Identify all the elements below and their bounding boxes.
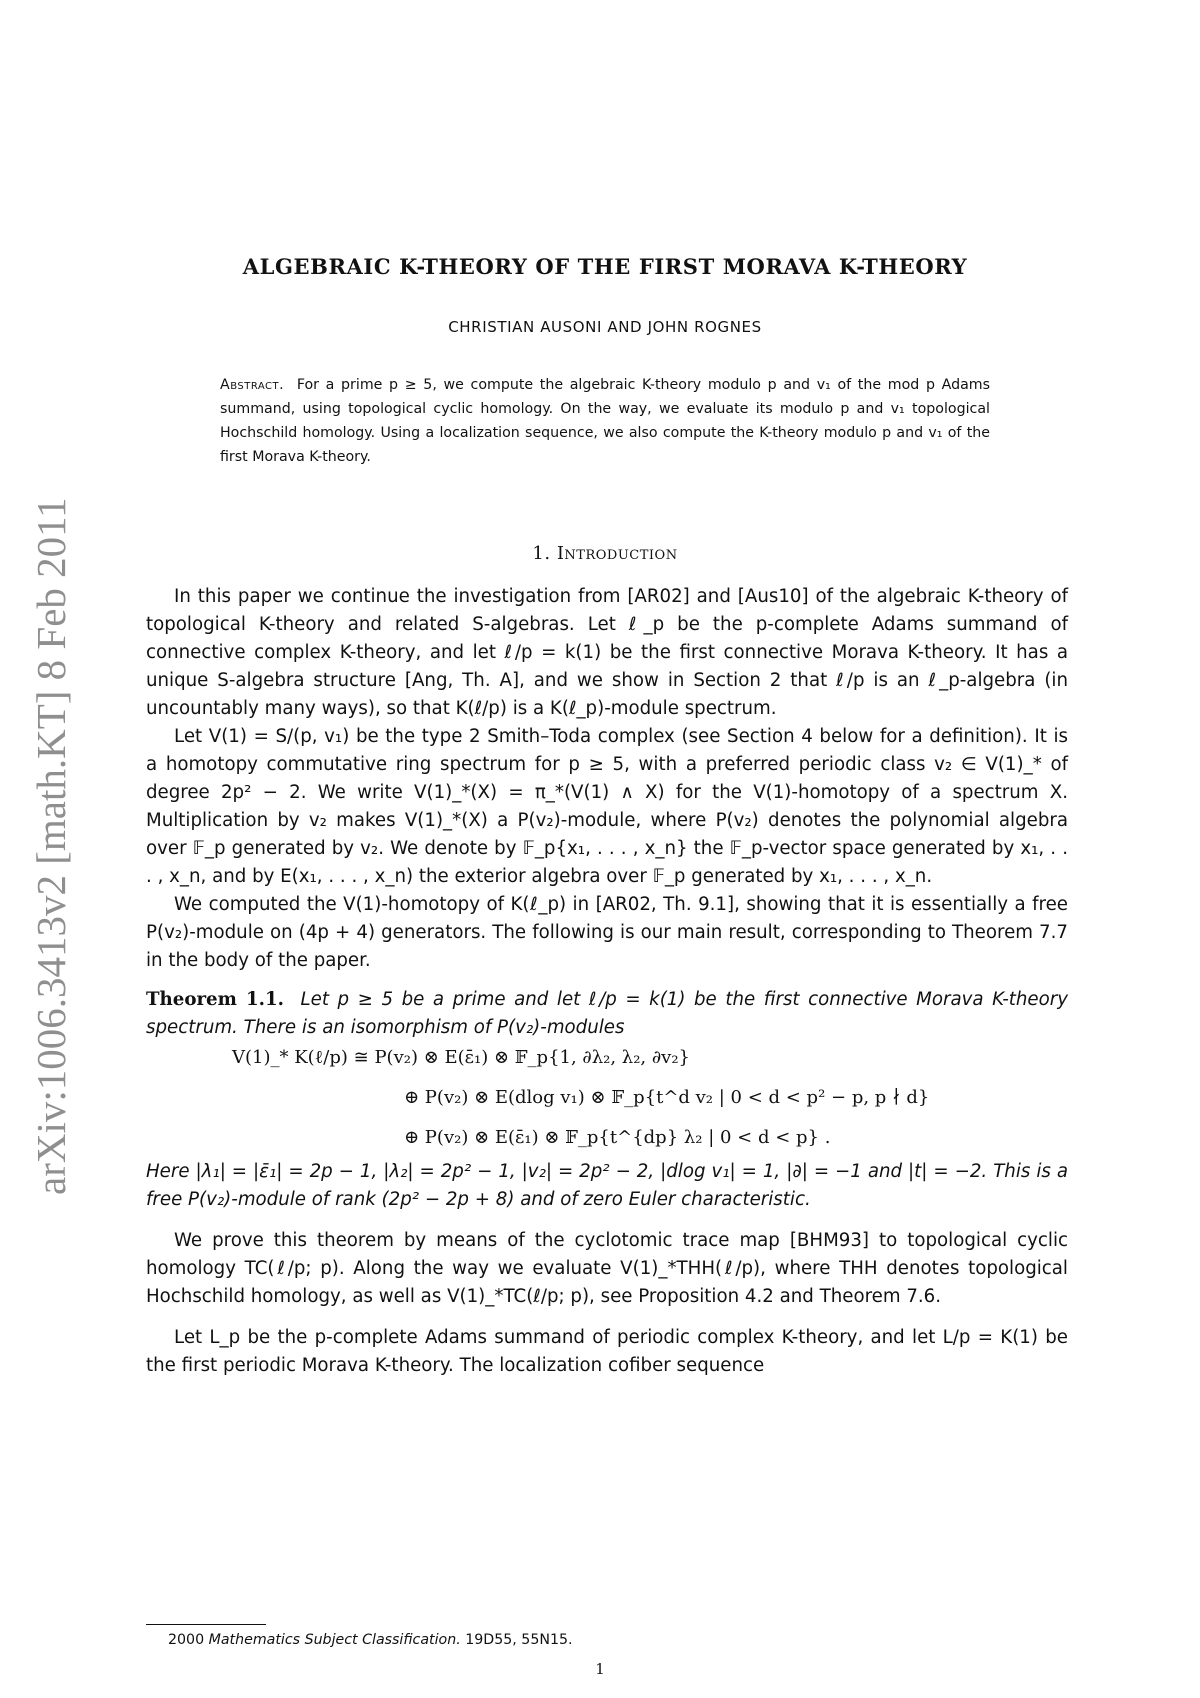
theorem-display-equation bbox=[146, 1042, 1068, 1158]
theorem-label: Theorem 1.1. bbox=[146, 989, 284, 1010]
equation-line-2: ⊕ P(v₂) ⊗ E(dlog v₁) ⊗ 𝔽_p{t^d v₂ | 0 < d < p² − p, p ∤ d} bbox=[404, 1087, 930, 1108]
section-number: 1. bbox=[532, 543, 551, 564]
abstract-label: Abstract. bbox=[220, 377, 285, 393]
paragraph-4: We prove this theorem by means of the cyclotomic trace map [BHM93] to topological cyclic homology TC(ℓ/p; p). Along the way we evaluate V(1)_*THH(ℓ/p), where THH denotes topological Hochschild homology, as well as V(1)_*TC(ℓ/p; p), see Proposition 4.2 and Theorem 7.6. bbox=[146, 1230, 1068, 1307]
section-title: Introduction bbox=[556, 543, 678, 564]
paragraph-1: In this paper we continue the investigation from [AR02] and [Aus10] of the algebraic K-theory of topological K-theory and related S-algebras. Let ℓ_p be the p-complete Adams summand of connective complex K-theory, and let ℓ/p = k(1) be the first connective Morava K-theory. It has a unique S-algebra structure [Ang, Th. A], and we show in Section 2 that ℓ/p is an ℓ_p-algebra (in uncountably many ways), so that K(ℓ/p) is a K(ℓ_p)-module spectrum. bbox=[146, 586, 1068, 719]
equation-line-1: V(1)_* K(ℓ/p) ≅ P(v₂) ⊗ E(ε̄₁) ⊗ 𝔽_p{1, ∂λ₂, λ₂, ∂v₂} bbox=[232, 1047, 690, 1068]
paragraph-5: Let L_p be the p-complete Adams summand of periodic complex K-theory, and let L/p = K(1) be the first periodic Morava K-theory. The localization cofiber sequence bbox=[146, 1327, 1068, 1376]
abstract-text: For a prime p ≥ 5, we compute the algebraic K-theory modulo p and v₁ of the mod p Adams summand, using topological cyclic homology. On the way, we evaluate its modulo p and v₁ topological Hochschild homology. Using a localization sequence, we also compute the K-theory modulo p and v₁ of the first Morava K-theory. bbox=[220, 377, 990, 465]
arxiv-margin-stamp: arXiv:1006.3413v2 [math.KT] 8 Feb 2011 bbox=[28, 497, 74, 1195]
footnote-label: Mathematics Subject Classification. bbox=[208, 1632, 461, 1648]
section-heading bbox=[190, 543, 1020, 564]
theorem-tail: Here |λ₁| = |ε̄₁| = 2p − 1, |λ₂| = 2p² − 1, |v₂| = 2p² − 2, |dlog v₁| = 1, |∂| = −1 and |t| = −2. This is a free P(v₂)-module of rank (2p² − 2p + 8) and of zero Euler characteristic. bbox=[146, 1161, 1068, 1210]
abstract bbox=[220, 373, 990, 469]
footnote-codes: 19D55, 55N15. bbox=[465, 1632, 573, 1648]
page-number: 1 bbox=[595, 1660, 605, 1678]
theorem-1-1 bbox=[146, 986, 1068, 1214]
paper-title: ALGEBRAIC K-THEORY OF THE FIRST MORAVA K-THEORY bbox=[242, 254, 968, 279]
body-text bbox=[146, 583, 1068, 1380]
footnote-year: 2000 bbox=[168, 1632, 205, 1648]
footnote bbox=[168, 1632, 573, 1648]
paragraph-2: Let V(1) = S/(p, v₁) be the type 2 Smith–Toda complex (see Section 4 below for a definition). It is a homotopy commutative ring spectrum for p ≥ 5, with a preferred periodic class v₂ ∈ V(1)_* of degree 2p² − 2. We write V(1)_*(X) = π_*(V(1) ∧ X) for the V(1)-homotopy of a spectrum X. Multiplication by v₂ makes V(1)_*(X) a P(v₂)-module, where P(v₂) denotes the polynomial algebra over 𝔽_p generated by v₂. We denote by 𝔽_p{x₁, . . . , x_n} the 𝔽_p-vector space generated by x₁, . . . , x_n, and by E(x₁, . . . , x_n) the exterior algebra over 𝔽_p generated by x₁, . . . , x_n. bbox=[146, 726, 1068, 887]
paragraph-3: We computed the V(1)-homotopy of K(ℓ_p) in [AR02, Th. 9.1], showing that it is essentially a free P(v₂)-module on (4p + 4) generators. The following is our main result, corresponding to Theorem 7.7 in the body of the paper. bbox=[146, 894, 1068, 971]
paper-authors: CHRISTIAN AUSONI AND JOHN ROGNES bbox=[448, 318, 762, 336]
equation-line-3: ⊕ P(v₂) ⊗ E(ε̄₁) ⊗ 𝔽_p{t^{dp} λ₂ | 0 < d < p} . bbox=[404, 1127, 831, 1148]
theorem-statement: Let p ≥ 5 be a prime and let ℓ/p = k(1) be the first connective Morava K-theory spectrum. There is an isomorphism of P(v₂)-modules bbox=[146, 989, 1068, 1038]
footnote-rule bbox=[146, 1624, 266, 1625]
